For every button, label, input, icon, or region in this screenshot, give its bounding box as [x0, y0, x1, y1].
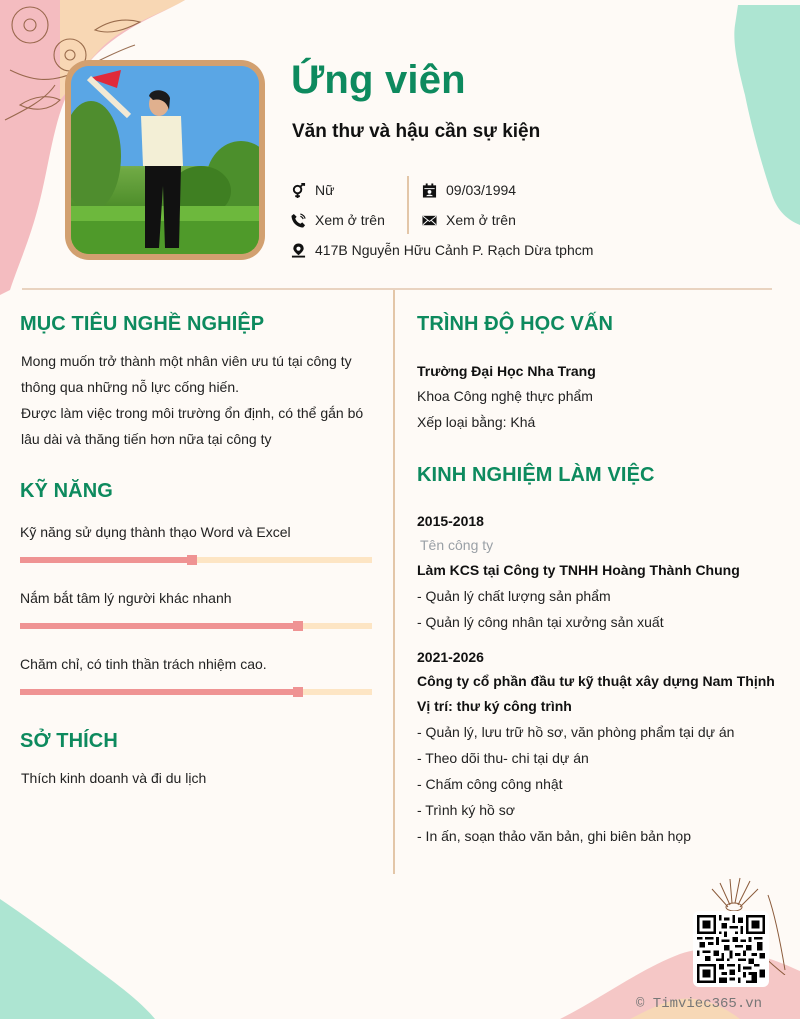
- gender-icon: [290, 182, 306, 198]
- job-position: Làm KCS tại Công ty TNHH Hoàng Thành Chung: [417, 562, 740, 578]
- dob-info: [421, 182, 516, 198]
- job-period: 2021-2026: [417, 649, 484, 665]
- envelope-icon: [421, 212, 437, 228]
- education-grade: Xếp loại bằng: Khá: [417, 414, 536, 430]
- job-duty: - Quản lý, lưu trữ hồ sơ, văn phòng phẩm tại dự án: [417, 724, 735, 740]
- info-divider: [407, 176, 409, 234]
- job-title: Văn thư và hậu cần sự kiện: [292, 121, 541, 142]
- objective-line: lâu dài và thăng tiến hơn nữa tại công ty: [21, 431, 272, 447]
- dob-value: 09/03/1994: [446, 182, 517, 198]
- job-company-placeholder: Tên công ty: [420, 537, 494, 553]
- profile-photo: [71, 66, 259, 254]
- profile-photo-frame: [65, 60, 265, 260]
- job-duty: - Trình ký hồ sơ: [417, 802, 515, 818]
- gender-info: [290, 182, 334, 198]
- education-school: Trường Đại Học Nha Trang: [417, 363, 596, 379]
- education-major: Khoa Công nghệ thực phẩm: [417, 388, 593, 404]
- hobbies-text: Thích kinh doanh và đi du lịch: [21, 770, 207, 786]
- experience-heading: KINH NGHIỆM LÀM VIỆC: [417, 464, 655, 486]
- qr-code-image: [697, 915, 765, 983]
- job-duty: - Theo dõi thu- chi tại dự án: [417, 750, 589, 766]
- skill-label: Nắm bắt tâm lý người khác nhanh: [20, 590, 232, 606]
- photo-scene: [71, 66, 259, 254]
- skill-bar: [20, 623, 372, 629]
- skill-bar-knob: [293, 621, 303, 631]
- watercolor-decoration: [710, 0, 800, 230]
- phone-icon: [290, 212, 306, 228]
- calendar-icon: [421, 182, 437, 198]
- job-duty: - Quản lý công nhân tại xưởng sản xuất: [417, 614, 664, 630]
- objective-line: Mong muốn trở thành một nhân viên ưu tú tại công ty: [21, 353, 352, 369]
- objective-text: [21, 348, 363, 452]
- skill-bar-knob: [187, 555, 197, 565]
- skill-bar: [20, 557, 372, 563]
- job-duty: - In ấn, soạn thảo văn bản, ghi biên bản họp: [417, 828, 691, 844]
- skill-bar-knob: [293, 687, 303, 697]
- email-info: [421, 212, 516, 228]
- objective-line: thông qua những nỗ lực cống hiến.: [21, 379, 240, 395]
- skill-bar: [20, 689, 372, 695]
- job-company: Công ty cổ phần đầu tư kỹ thuật xây dựng Nam Thịnh: [417, 673, 775, 689]
- location-pin-icon: [290, 242, 306, 258]
- qr-code[interactable]: [693, 911, 769, 987]
- header-divider: [22, 288, 772, 290]
- job-duty: - Chấm công công nhật: [417, 776, 563, 792]
- skill-bar-fill: [20, 689, 298, 695]
- job-position: Vị trí: thư ký công trình: [417, 698, 572, 714]
- address-value: 417B Nguyễn Hữu Cảnh P. Rạch Dừa tphcm: [315, 242, 594, 258]
- phone-value: Xem ở trên: [315, 212, 385, 228]
- email-value: Xem ở trên: [446, 212, 516, 228]
- skill-label: Kỹ năng sử dụng thành thạo Word và Excel: [20, 524, 291, 540]
- watercolor-decoration: [0, 879, 160, 1019]
- address-info: [290, 242, 593, 258]
- copyright-text: © Timviec365.vn: [636, 996, 763, 1012]
- gender-value: Nữ: [315, 182, 335, 198]
- hobbies-heading: SỞ THÍCH: [20, 730, 118, 752]
- candidate-name: Ứng viên: [291, 58, 466, 102]
- skill-bar-fill: [20, 623, 298, 629]
- objective-line: Được làm việc trong môi trường ổn định, có thể gắn bó: [21, 405, 364, 421]
- education-heading: TRÌNH ĐỘ HỌC VẤN: [417, 313, 614, 335]
- job-period: 2015-2018: [417, 513, 484, 529]
- objective-heading: MỤC TIÊU NGHỀ NGHIỆP: [20, 313, 265, 335]
- column-divider: [393, 290, 395, 874]
- skill-bar-fill: [20, 557, 192, 563]
- skills-heading: KỸ NĂNG: [20, 480, 113, 502]
- skill-label: Chăm chỉ, có tinh thần trách nhiệm cao.: [20, 656, 267, 672]
- job-duty: - Quản lý chất lượng sản phẩm: [417, 588, 611, 604]
- phone-info: [290, 212, 385, 228]
